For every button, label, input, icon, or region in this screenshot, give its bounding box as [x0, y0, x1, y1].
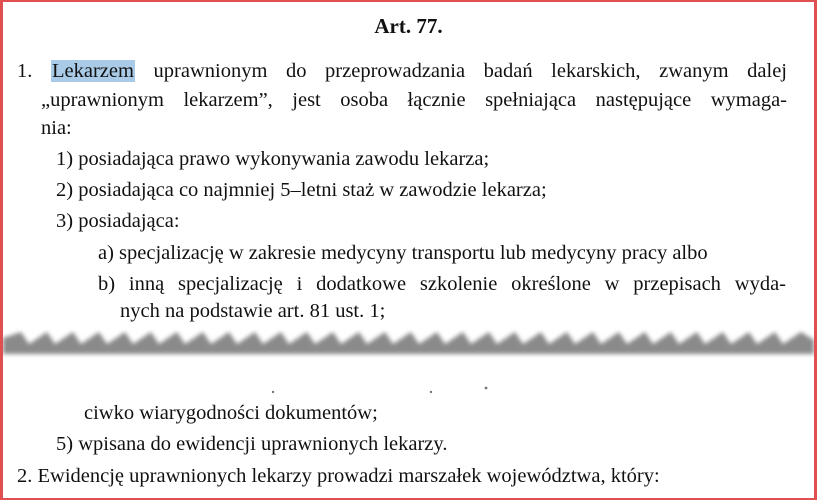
highlighted-word: Lekarzem [51, 60, 134, 82]
item-3b-line-2: nych na podstawie art. 81 ust. 1; [120, 300, 386, 322]
item-3a: a) specjalizację w zakresie medycyny transportu lub medycyny pracy albo [98, 242, 708, 264]
item-3b-line-1-text: b) inną specjalizację i dodatkowe szkolenie określone w przepisach wyda- [98, 273, 786, 295]
item-4-tail: ciwko wiarygodności dokumentów; [84, 402, 378, 424]
paragraph-1-line-1-text: uprawnionym do przeprowadzania badań lekarskich, zwanym dalej [153, 60, 788, 82]
item-2: 2) posiadająca co najmniej 5–letni staż w zawodzie lekarza; [56, 179, 547, 201]
article-title: Art. 77. [374, 14, 443, 38]
torn-edge [3, 316, 814, 400]
paragraph-1-line-3: nia: [41, 117, 72, 139]
item-5: 5) wpisana do ewidencji uprawnionych lekarzy. [56, 433, 448, 455]
paragraph-1-line-1 [17, 60, 787, 83]
paragraph-1-line-2-text: „uprawnionym lekarzem”, jest osoba łącznie spełniająca następujące wymaga- [41, 89, 787, 111]
item-3b-line-1 [98, 273, 786, 296]
paragraph-2: 2. Ewidencję uprawnionych lekarzy prowadzi marszałek województwa, który: [17, 465, 660, 487]
paragraph-number: 1. [17, 60, 33, 82]
item-3: 3) posiadająca: [56, 210, 180, 232]
item-1: 1) posiadająca prawo wykonywania zawodu lekarza; [56, 148, 490, 170]
paragraph-1-line-2 [41, 89, 787, 112]
